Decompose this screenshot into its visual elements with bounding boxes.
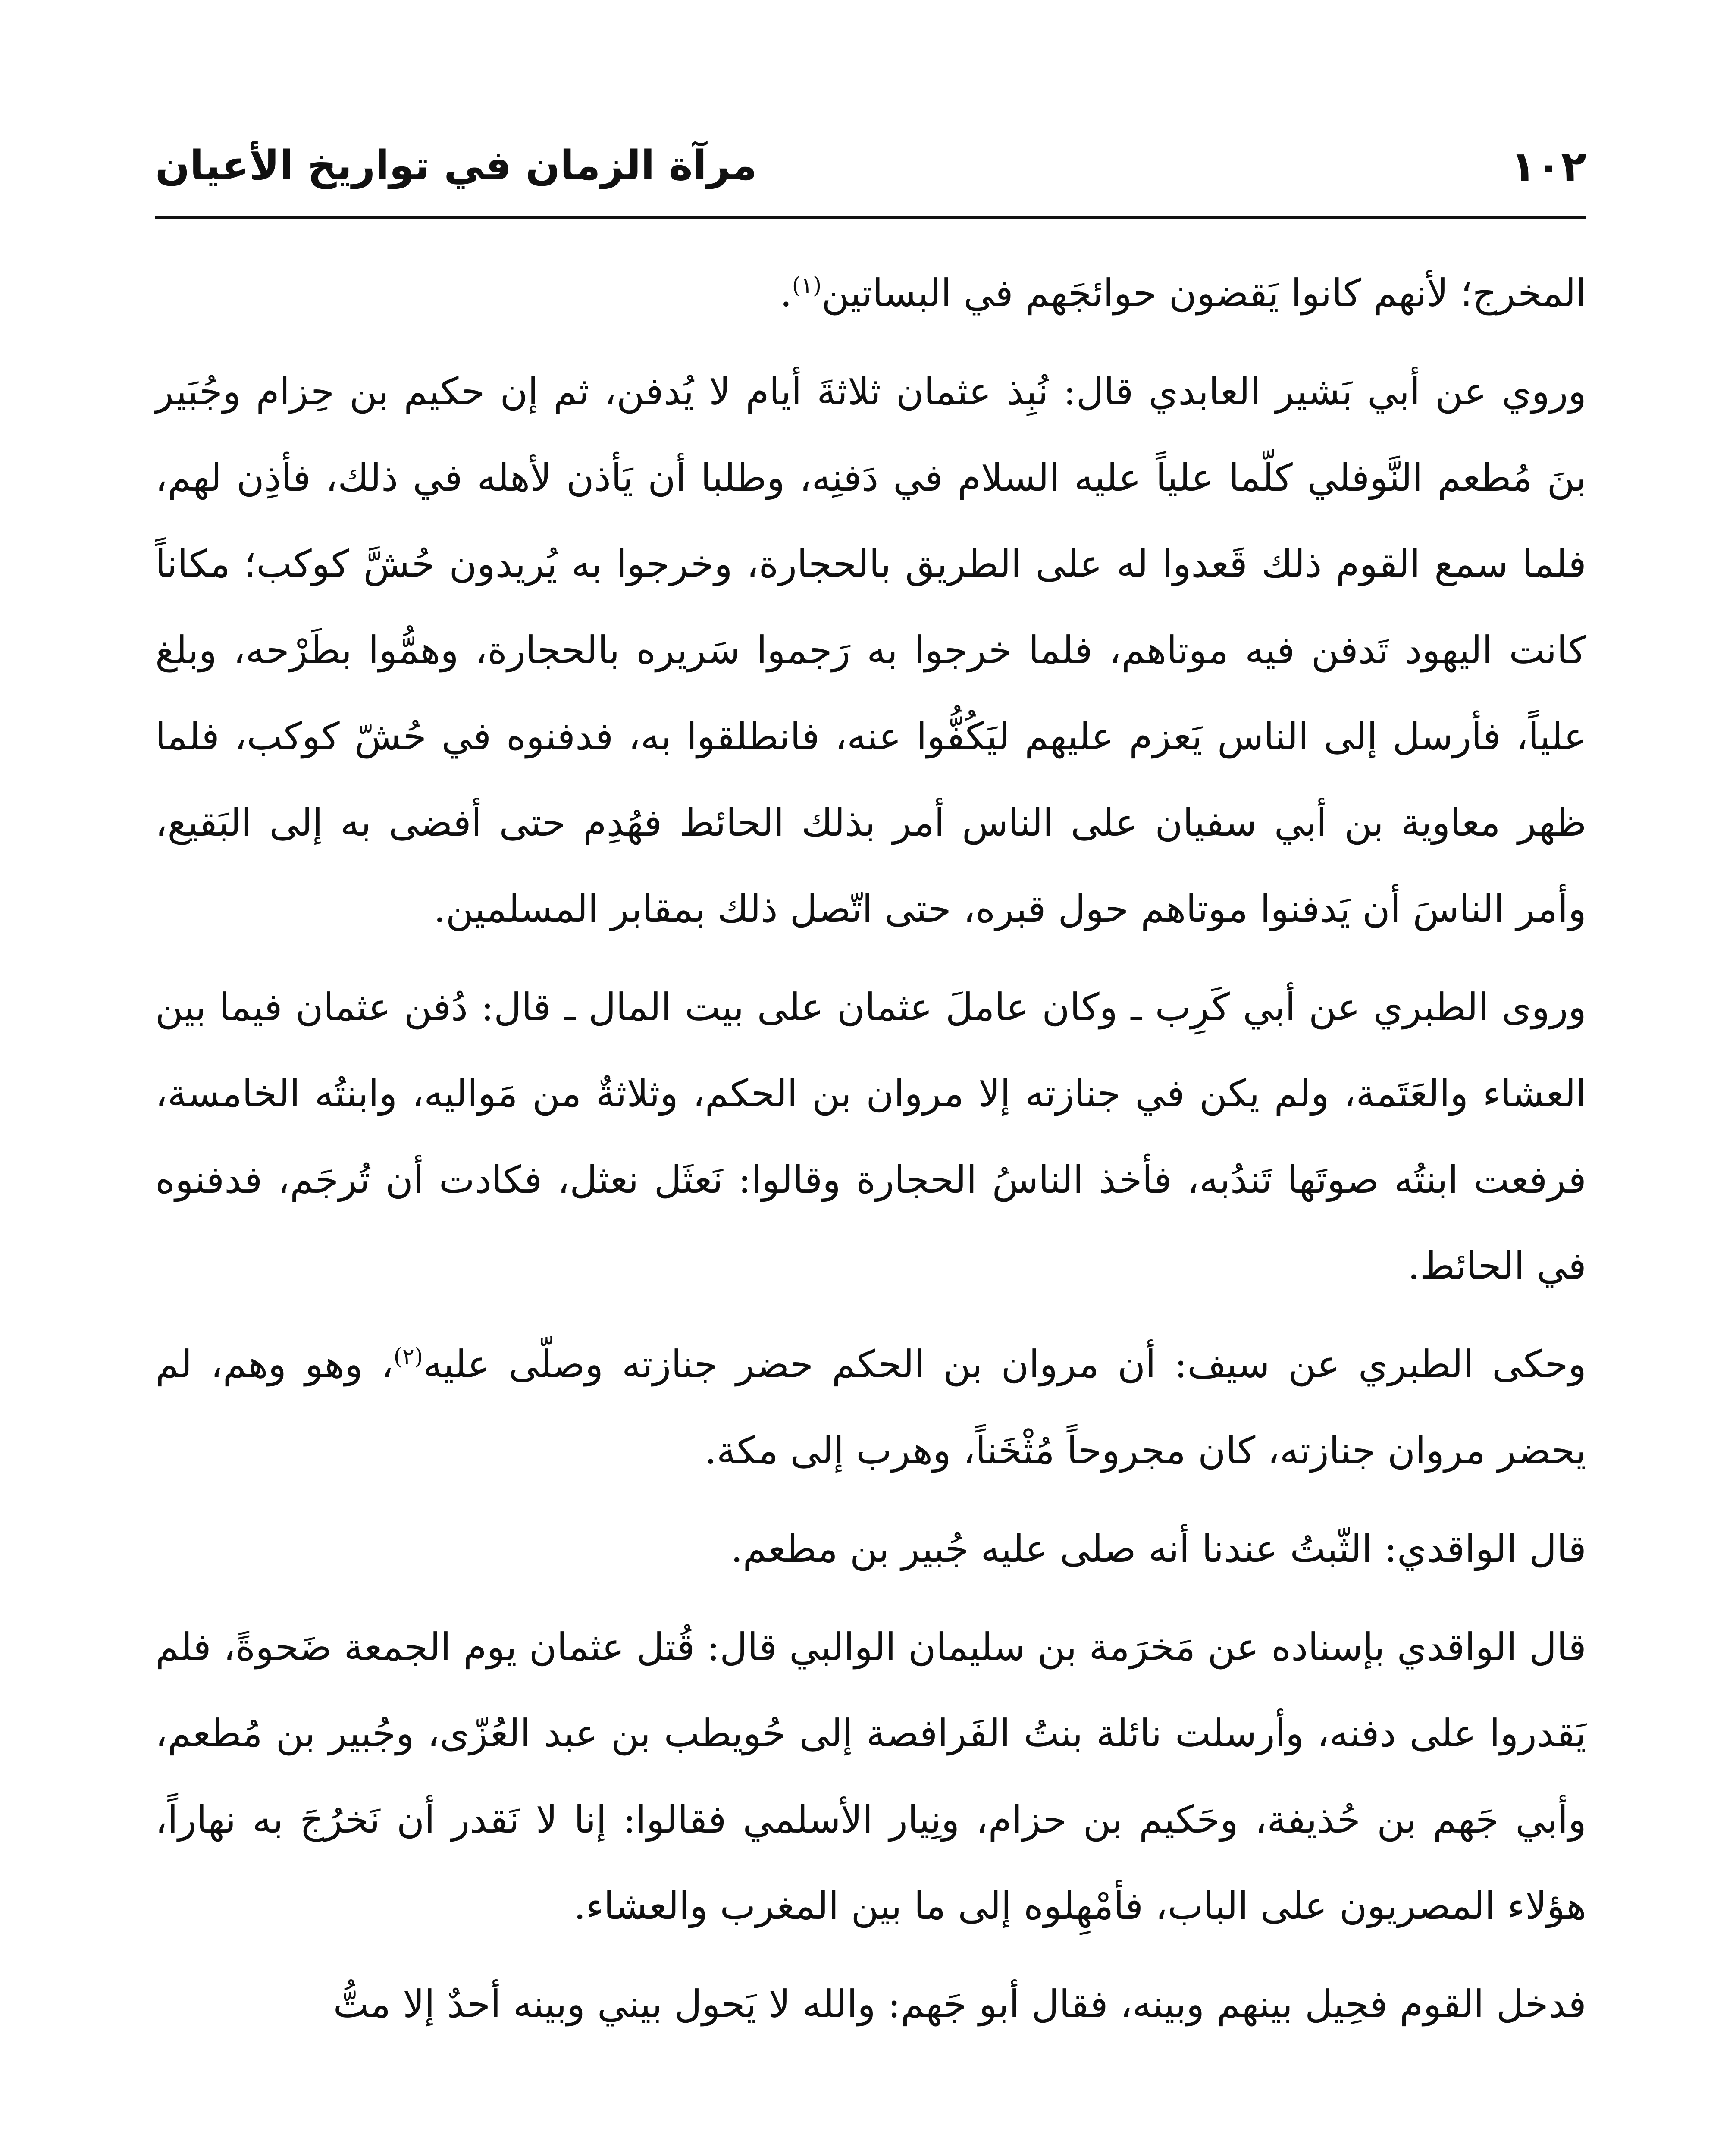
footnote-ref-2: (٢)	[393, 1344, 423, 1370]
paragraph-1	[155, 250, 1586, 336]
paragraph-3: وروى الطبري عن أبي كَرِب ـ وكان عاملَ عثمان على بيت المال ـ قال: دُفن عثمان فيما بين العشاء والعَتَمة، ولم يكن في جنازته إلا مروان بن الحكم، وثلاثةٌ من مَواليه، وابنتُه الخامسة، فرفعت ابنتُه صوتَها تَندُبه، فأخذ الناسُ الحجارة وقالوا: نَعثَل نعثل، فكادت أن تُرجَم، فدفنوه في الحائط.	[155, 985, 1586, 1288]
main-text	[155, 250, 1586, 2059]
paragraph-text: المخرج؛ لأنهم كانوا يَقضون حوائجَهم في البساتين	[821, 271, 1586, 315]
paragraph-7: فدخل القوم فحِيل بينهم وبينه، فقال أبو جَهم: والله لا يَحول بيني وبينه أحدٌ إلا متُّ	[333, 1982, 1586, 2026]
paragraph-tail: ، وهو وهم، لم يحضر مروان جنازته، كان مجروحاً مُثْخَناً، وهرب إلى مكة.	[155, 1342, 1586, 1473]
page-number: ١٠٢	[1510, 142, 1586, 191]
paragraph-text: وحكى الطبري عن سيف: أن مروان بن الحكم حضر جنازته وصلّى عليه	[423, 1342, 1586, 1386]
running-title: مرآة الزمان في تواريخ الأعيان	[155, 142, 757, 189]
page-header	[155, 125, 1586, 219]
paragraph-5: قال الواقدي: الثّبتُ عندنا أنه صلى عليه جُبير بن مطعم.	[730, 1526, 1586, 1571]
paragraph-4	[155, 1321, 1586, 1494]
paragraph-2: وروي عن أبي بَشير العابدي قال: نُبِذ عثمان ثلاثةَ أيام لا يُدفن، ثم إن حكيم بن حِزام وجُبَير بنَ مُطعم النَّوفلي كلّما علياً عليه السلام في دَفنِه، وطلبا أن يَأذن لأهله في ذلك، فأذِن لهم، فلما سمع القوم ذلك قَعدوا له على الطريق بالحجارة، وخرجوا به يُريدون حُشَّ كوكب؛ مكاناً كانت اليهود تَدفن فيه موتاهم، فلما خرجوا به رَجموا سَريره بالحجارة، وهمُّوا بطَرْحه، وبلغ علياً، فأرسل إلى الناس يَعزم عليهم ليَكُفُّوا عنه، فانطلقوا به، فدفنوه في حُشّ كوكب، فلما ظهر معاوية بن أبي سفيان على الناس أمر بذلك الحائط فهُدِم حتى أفضى به إلى البَقيع، وأمر الناسَ أن يَدفنوا موتاهم حول قبره، حتى اتّصل ذلك بمقابر المسلمين.	[155, 369, 1587, 931]
footnote-ref-1: (١)	[792, 273, 822, 299]
paragraph-tail: .	[780, 271, 792, 315]
paragraph-6: قال الواقدي بإسناده عن مَخرَمة بن سليمان الوالبي قال: قُتل عثمان يوم الجمعة ضَحوةً، فلم يَقدروا على دفنه، وأرسلت نائلة بنتُ الفَرافصة إلى حُويطب بن عبد العُزّى، وجُبير بن مُطعم، وأبي جَهم بن حُذيفة، وحَكيم بن حزام، ونِيار الأسلمي فقالوا: إنا لا نَقدر أن نَخرُجَ به نهاراً، هؤلاء المصريون على الباب، فأمْهِلوه إلى ما بين المغرب والعشاء.	[155, 1625, 1586, 1928]
